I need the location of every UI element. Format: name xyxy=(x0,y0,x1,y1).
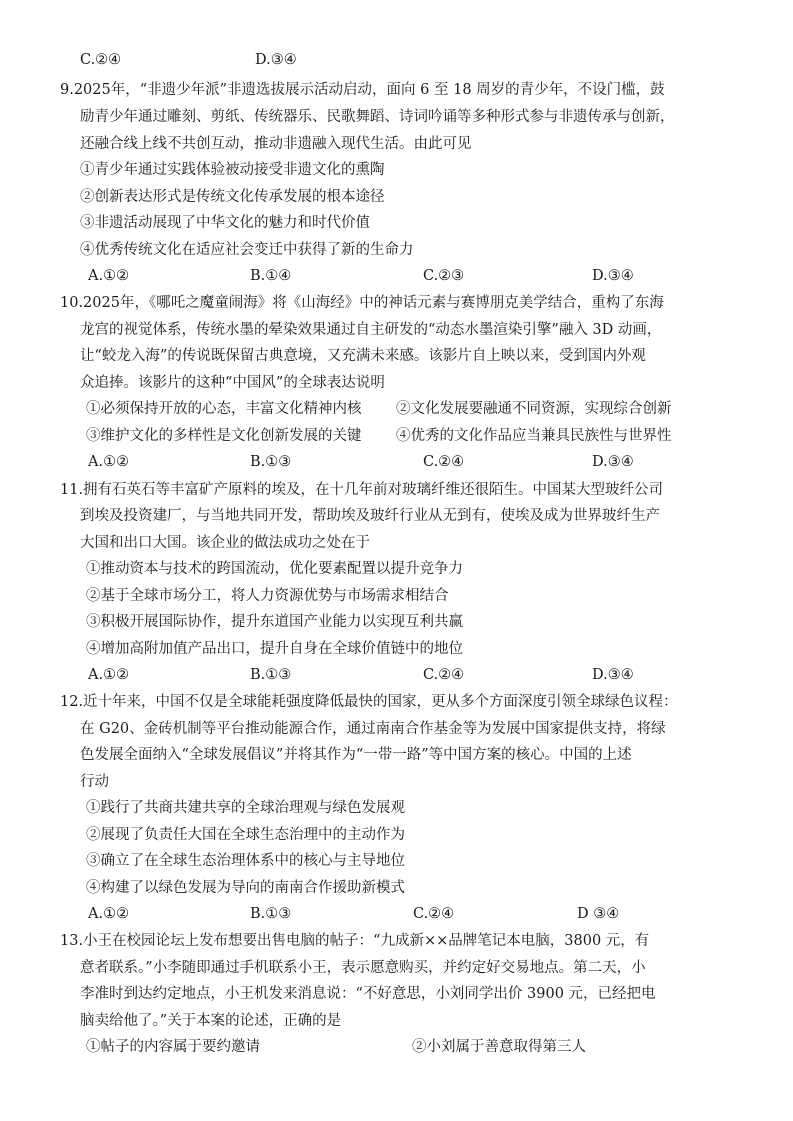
question-text-line: 10.2025年，《哪吒之魔童闹海》将《山海经》中的神话元素与赛博朋克美学结合，重构了东海 xyxy=(60,295,664,311)
question-text-line: 意者联系。”小李随即通过手机联系小王，表示愿意购买，并约定好交易地点。第二天，小 xyxy=(80,960,646,976)
option-c[interactable]: C.②③ xyxy=(423,268,465,284)
question-text-line: 9.2025年，“非遗少年派”非遗选拔展示活动启动，面向 6 至 18 周岁的青少年，不设门槛，鼓 xyxy=(60,82,665,98)
option-d[interactable]: D.③④ xyxy=(592,268,634,284)
statement: ③非遗活动展现了中华文化的魅力和时代价值 xyxy=(80,215,370,231)
options-row xyxy=(80,904,720,924)
options-row xyxy=(80,266,720,286)
question-text-line: 色发展全面纳入“全球发展倡议”并将其作为“一带一路”等中国方案的核心。中国的上述 xyxy=(80,747,632,763)
statement: ④优秀的文化作品应当兼具民族性与世界性 xyxy=(396,428,672,444)
statement: ①必须保持开放的心态，丰富文化精神内核 xyxy=(86,401,362,417)
option-d[interactable]: D.③④ xyxy=(592,667,634,683)
option-b[interactable]: B.①③ xyxy=(250,454,292,470)
statement: ①践行了共商共建共享的全球治理观与绿色发展观 xyxy=(86,800,405,816)
question-text-line: 大国和出口大国。该企业的做法成功之处在于 xyxy=(80,535,370,551)
question-text-line: 让“蛟龙入海”的传说既保留古典意境，又充满未来感。该影片自上映以来，受到国内外观 xyxy=(80,348,646,364)
question-text-line: 龙宫的视觉体系，传统水墨的晕染效果通过自主研发的“动态水墨渲染引擎”融入 3D 动画， xyxy=(80,322,662,338)
question-text-line: 在 G20、金砖机制等平台推动能源合作，通过南南合作基金等为发展中国家提供支持，将绿 xyxy=(80,721,666,737)
statement: ②展现了负责任大国在全球生态治理中的主动作为 xyxy=(86,827,405,843)
question-text-line: 脑卖给他了。”关于本案的论述，正确的是 xyxy=(80,1013,342,1029)
statement: ①帖子的内容属于要约邀请 xyxy=(86,1039,260,1055)
option-a[interactable]: A.①② xyxy=(88,906,130,922)
statement: ③维护文化的多样性是文化创新发展的关键 xyxy=(86,428,362,444)
question-text-line: 12.近十年来，中国不仅是全球能耗强度降低最快的国家，更从多个方面深度引领全球绿色议程： xyxy=(60,694,678,710)
option-c[interactable]: C.②④ xyxy=(413,906,455,922)
statement: ④构建了以绿色发展为导向的南南合作援助新模式 xyxy=(86,880,405,896)
statement: ①青少年通过实践体验被动接受非遗文化的熏陶 xyxy=(80,162,385,178)
statement: ②文化发展要融通不同资源，实现综合创新 xyxy=(396,401,672,417)
option-c[interactable]: C.②④ xyxy=(423,454,465,470)
question-text-line: 励青少年通过雕刻、剪纸、传统器乐、民歌舞蹈、诗词吟诵等多种形式参与非遗传承与创新， xyxy=(80,109,675,125)
question-text-line: 众追捧。该影片的这种“中国风”的全球表达说明 xyxy=(80,375,385,391)
option-c[interactable]: C.②④ xyxy=(80,52,122,68)
question-text-line: 行动 xyxy=(80,774,109,790)
statement: ②创新表达形式是传统文化传承发展的根本途径 xyxy=(80,189,385,205)
statement: ②基于全球市场分工，将人力资源优势与市场需求相结合 xyxy=(86,588,449,604)
option-d[interactable]: D ③④ xyxy=(577,906,620,922)
statement: ④优秀传统文化在适应社会变迁中获得了新的生命力 xyxy=(80,242,414,258)
statement: ②小刘属于善意取得第三人 xyxy=(412,1039,586,1055)
option-a[interactable]: A.①② xyxy=(88,667,130,683)
question-text-line: 到埃及投资建厂，与当地共同开发，帮助埃及玻纤行业从无到有，使埃及成为世界玻纤生产 xyxy=(80,508,660,524)
statement: ③积极开展国际协作，提升东道国产业能力以实现互利共赢 xyxy=(86,614,463,630)
option-c[interactable]: C.②④ xyxy=(423,667,465,683)
options-row xyxy=(80,50,720,70)
option-a[interactable]: A.①② xyxy=(88,454,130,470)
question-text-line: 李准时到达约定地点，小王机发来消息说：“不好意思，小刘同学出价 3900 元，已经把电 xyxy=(80,986,656,1002)
options-row xyxy=(80,452,720,472)
option-d[interactable]: D.③④ xyxy=(592,454,634,470)
question-text-line: 还融合线上线不共创互动，推动非遗融入现代生活。由此可见 xyxy=(80,136,472,152)
option-b[interactable]: B.①③ xyxy=(250,667,292,683)
option-a[interactable]: A.①② xyxy=(88,268,130,284)
option-b[interactable]: B.①③ xyxy=(250,906,292,922)
options-row xyxy=(80,665,720,685)
option-b[interactable]: B.①④ xyxy=(250,268,292,284)
statement: ③确立了在全球生态治理体系中的核心与主导地位 xyxy=(86,853,405,869)
question-text-line: 13.小王在校园论坛上发布想要出售电脑的帖子：“九成新××品牌笔记本电脑，3800 元，有 xyxy=(60,933,650,949)
statement: ④增加高附加值产品出口，提升自身在全球价值链中的地位 xyxy=(86,641,463,657)
question-text-line: 11.拥有石英石等丰富矿产原料的埃及，在十几年前对玻璃纤维还很陌生。中国某大型玻纤公司 xyxy=(60,482,664,498)
statement: ①推动资本与技术的跨国流动，优化要素配置以提升竞争力 xyxy=(86,561,463,577)
option-d[interactable]: D.③④ xyxy=(255,52,297,68)
